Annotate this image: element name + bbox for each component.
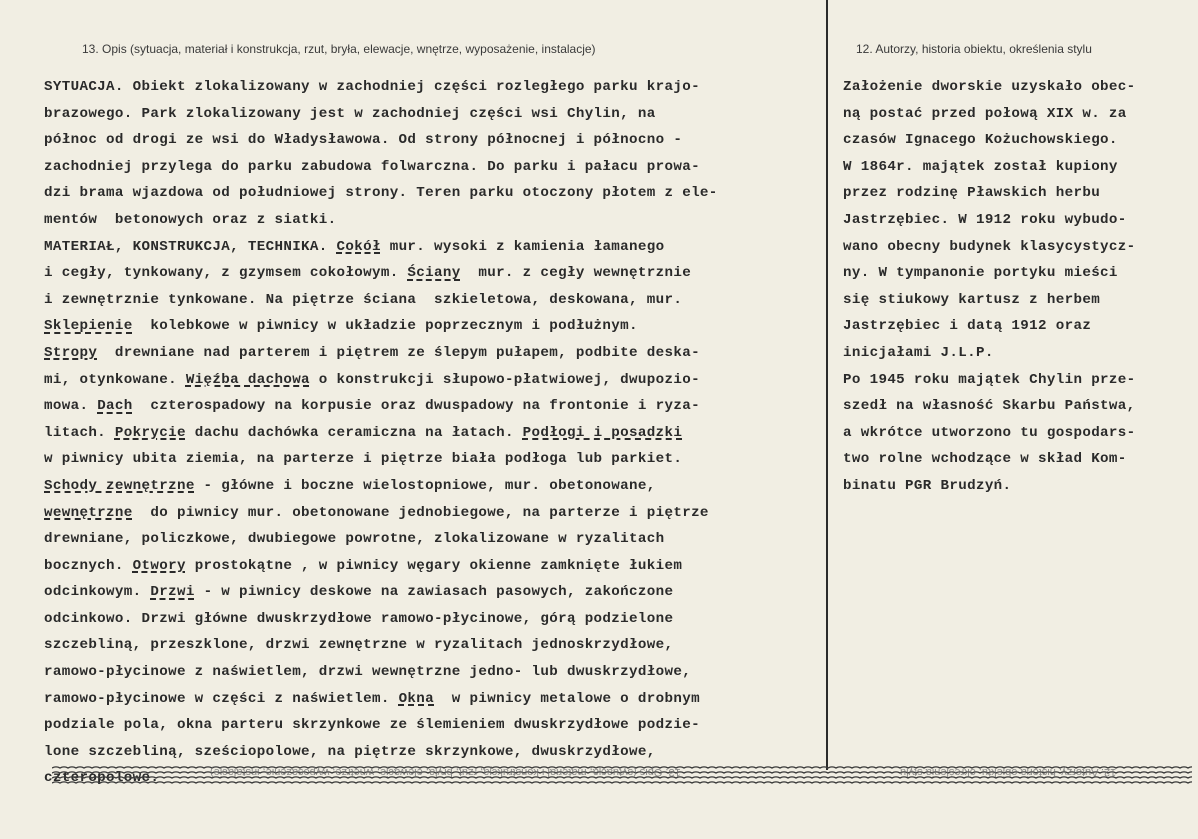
text-line: i zewnętrznie tynkowane. Na piętrze ściana szkieletowa, deskowana, mur. (44, 291, 683, 308)
text-line: binatu PGR Brudzyń. (843, 477, 1012, 494)
text-line: Jastrzębiec. W 1912 roku wybudo- (843, 211, 1127, 228)
text-line: W 1864r. majątek został kupiony (843, 158, 1118, 175)
text-line: podziale pola, okna parteru skrzynkowe ze ślemieniem dwuskrzydłowe podzie- (44, 717, 700, 734)
section-12-header: 12. Autorzy, historia obiektu, określenia stylu (856, 42, 1092, 56)
text-line: Sklepienie kolebkowe w piwnicy w układzie poprzecznym i podłużnym. (44, 318, 638, 335)
text-line: odcinkowo. Drzwi główne dwuskrzydłowe ramowo-płycinowe, górą podzielone (44, 610, 674, 627)
text-line: Schody zewnętrzne - główne i boczne wielostopniowe, mur. obetonowane, (44, 477, 656, 494)
text-line: wano obecny budynek klasycystycz- (843, 238, 1136, 255)
text-line: litach. Pokrycie dachu dachówka ceramiczna na łatach. Podłogi i posadzki (44, 424, 683, 441)
text-line: czasów Ignacego Kożuchowskiego. (843, 132, 1118, 149)
mirrored-header-12: 12. Autorzy, historia obiektu, określenia stylu (900, 766, 1117, 778)
text-line: lone szczebliną, sześciopolowe, na piętrze skrzynkowe, dwuskrzydłowe, (44, 743, 656, 760)
text-line: mi, otynkowane. Więźba dachowa o konstrukcji słupowo-płatwiowej, dwupozio- (44, 371, 700, 388)
text-line: two rolne wchodzące w skład Kom- (843, 451, 1127, 468)
text-line: Jastrzębiec i datą 1912 oraz (843, 318, 1092, 335)
text-line: się stiukowy kartusz z herbem (843, 291, 1101, 308)
text-line: mowa. Dach czterospadowy na korpusie oraz dwuspadowy na frontonie i ryza- (44, 398, 700, 415)
text-line: odcinkowym. Drzwi - w piwnicy deskowe na zawiasach pasowych, zakończone (44, 584, 674, 601)
text-line: ny. W tympanonie portyku mieści (843, 265, 1118, 282)
section-13-header: 13. Opis (sytuacja, materiał i konstrukcja, rzut, bryła, elewacje, wnętrze, wyposażenie, instalacje) (82, 42, 596, 56)
text-line: północ od drogi ze wsi do Władysławowa. Od strony północnej i północno - (44, 132, 683, 149)
text-line: przez rodzinę Pławskich herbu (843, 185, 1101, 202)
text-line: w piwnicy ubita ziemia, na parterze i piętrze biała podłoga lub parkiet. (44, 451, 683, 468)
text-line: szczebliną, przeszklone, drzwi zewnętrzne w ryzalitach jednoskrzydłowe, (44, 637, 674, 654)
text-line: ramowo-płycinowe w części z naświetlem. Okna w piwnicy metalowe o drobnym (44, 690, 700, 707)
description-text (44, 74, 718, 792)
text-line: a wkrótce utworzono tu gospodars- (843, 424, 1136, 441)
text-line: wewnętrzne do piwnicy mur. obetonowane jednobiegowe, na parterze i piętrze (44, 504, 709, 521)
text-line: szedł na własność Skarbu Państwa, (843, 398, 1136, 415)
column-divider (826, 0, 828, 770)
wave-line (52, 782, 1192, 783)
text-line: inicjałami J.L.P. (843, 344, 994, 361)
history-text (843, 74, 1136, 500)
text-line: ną postać przed połową XIX w. za (843, 105, 1127, 122)
text-line: dzi brama wjazdowa od południowej strony. Teren parku otoczony płotem z ele- (44, 185, 718, 202)
text-line: zachodniej przylega do parku zabudowa folwarczna. Do parku i pałacu prowa- (44, 158, 700, 175)
text-line: drewniane, policzkowe, dwubiegowe powrotne, zlokalizowane w ryzalitach (44, 531, 665, 548)
text-line: mentów betonowych oraz z siatki. (44, 211, 337, 228)
text-line: Założenie dworskie uzyskało obec- (843, 79, 1136, 95)
text-line: i cegły, tynkowany, z gzymsem cokołowym. Ściany mur. z cegły wewnętrznie (44, 265, 692, 282)
text-line: Po 1945 roku majątek Chylin prze- (843, 371, 1136, 388)
mirrored-header-13: 13. Opis (sytuacja, materiał i konstrukcja, rzut, bryła, elewacje, wnętrze, wyposażenie, instalacje) (210, 766, 681, 778)
text-line: Stropy drewniane nad parterem i piętrem ze ślepym pułapem, podbite deska- (44, 344, 700, 361)
text-line: bocznych. Otwory prostokątne , w piwnicy węgary okienne zamknięte łukiem (44, 557, 683, 574)
text-line: MATERIAŁ, KONSTRUKCJA, TECHNIKA. Cokół mur. wysoki z kamienia łamanego (44, 238, 665, 255)
text-line: ramowo-płycinowe z naświetlem, drzwi wewnętrzne jedno- lub dwuskrzydłowe, (44, 664, 692, 681)
text-line: brazowego. Park zlokalizowany jest w zachodniej części wsi Chylin, na (44, 105, 656, 122)
text-line: SYTUACJA. Obiekt zlokalizowany w zachodniej części rozległego parku krajo- (44, 79, 700, 95)
text-line: czteropolowe. (44, 770, 160, 787)
